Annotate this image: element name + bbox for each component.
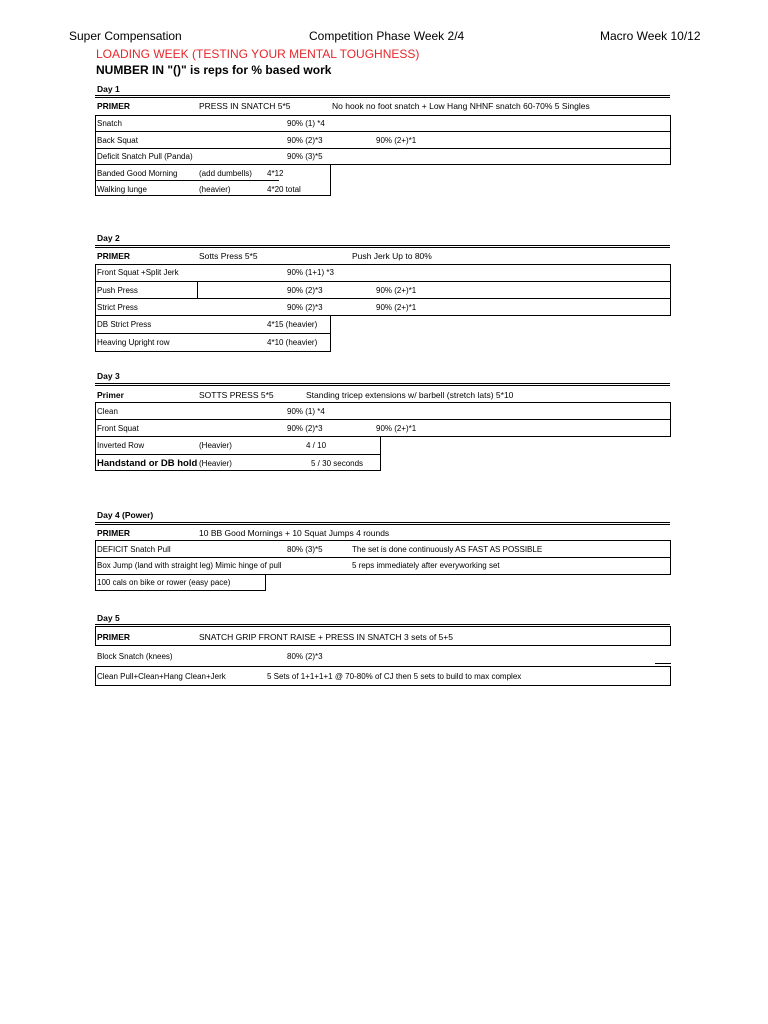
day4-row-b: 5 reps immediately after everyworking set <box>352 561 500 570</box>
day1-row-a: 90% (1) *4 <box>287 119 325 128</box>
day5-row-a: 80% (2)*3 <box>287 652 323 661</box>
day1-row-ex: Snatch <box>97 119 122 128</box>
day4-row-b: The set is done continuously AS FAST AS POSSIBLE <box>352 545 543 554</box>
day3-primer-label: Primer <box>97 390 124 400</box>
day1-row-a: 90% (2)*3 <box>287 136 323 145</box>
day2-row-a: 90% (2)*3 <box>287 303 323 312</box>
day5-title: Day 5 <box>97 613 120 623</box>
day1-acc-ex: Walking lunge <box>97 185 147 194</box>
day3-row-ex: Front Squat <box>97 424 139 433</box>
day4-row-ex: DEFICIT Snatch Pull <box>97 545 171 554</box>
day5-row-ex: Block Snatch (knees) <box>97 652 173 661</box>
day1-row-ex: Back Squat <box>97 136 138 145</box>
day4-row-ex: Box Jump (land with straight leg) Mimic hinge of pull <box>97 561 282 570</box>
day1-title: Day 1 <box>97 84 120 94</box>
day4-primer-label: PRIMER <box>97 528 131 538</box>
day1-row-b: 90% (2+)*1 <box>376 136 417 145</box>
day3-title: Day 3 <box>97 371 120 381</box>
day1-rule <box>95 95 670 98</box>
day4-title: Day 4 (Power) <box>97 510 154 520</box>
day2-row-b: 90% (2+)*1 <box>376 303 417 312</box>
day1-acc-val: 4*20 total <box>267 185 301 194</box>
day2-row-ex: Front Squat +Split Jerk <box>97 268 179 277</box>
day2-row-ex: Push Press <box>97 286 138 295</box>
day3-primer-a: SOTTS PRESS 5*5 <box>199 390 274 400</box>
day2-row-b: 90% (2+)*1 <box>376 286 417 295</box>
day2-acc-ex: Heaving Upright row <box>97 338 170 347</box>
day5-primer-label: PRIMER <box>97 632 131 642</box>
loading-week-title: LOADING WEEK (TESTING YOUR MENTAL TOUGHNESS) <box>96 47 420 61</box>
day3-acc-val: 5 / 30 seconds <box>311 459 364 468</box>
day2-primer-a: Sotts Press 5*5 <box>199 251 258 261</box>
day2-acc-val: 4*10 (heavier) <box>267 338 318 347</box>
day4-primer-a: 10 BB Good Mornings + 10 Squat Jumps 4 rounds <box>199 528 390 538</box>
reps-note: NUMBER IN "()" is reps for % based work <box>96 63 332 77</box>
day3-acc-val: 4 / 10 <box>306 441 327 450</box>
day2-row-a: 90% (2)*3 <box>287 286 323 295</box>
day1-primer-a: PRESS IN SNATCH 5*5 <box>199 101 291 111</box>
day2-acc-ex: DB Strict Press <box>97 320 152 329</box>
day2-row-ex: Strict Press <box>97 303 138 312</box>
day3-acc-note: (Heavier) <box>199 459 232 468</box>
day2-title: Day 2 <box>97 233 120 243</box>
day2-primer-label: PRIMER <box>97 251 131 261</box>
day3-row-b: 90% (2+)*1 <box>376 424 417 433</box>
day2-acc-val: 4*15 (heavier) <box>267 320 318 329</box>
day1-acc-note: (add dumbells) <box>199 169 252 178</box>
day3-row-a: 90% (1) *4 <box>287 407 325 416</box>
day3-acc-ex: Handstand or DB hold <box>97 458 198 469</box>
day4-row-a: 80% (3)*5 <box>287 545 323 554</box>
day4-extra: 100 cals on bike or rower (easy pace) <box>97 578 231 587</box>
day5-row-a: 5 Sets of 1+1+1+1 @ 70-80% of CJ then 5 sets to build to max complex <box>267 672 522 681</box>
header-left: Super Compensation <box>69 29 182 43</box>
day1-acc-val: 4*12 <box>267 169 284 178</box>
day2-rule <box>95 245 670 248</box>
day5-row-ex: Clean Pull+Clean+Hang Clean+Jerk <box>97 672 226 681</box>
day3-primer-b: Standing tricep extensions w/ barbell (stretch lats) 5*10 <box>306 390 514 400</box>
day1-primer-label: PRIMER <box>97 101 131 111</box>
day3-acc-ex: Inverted Row <box>97 441 145 450</box>
day5-primer-a: SNATCH GRIP FRONT RAISE + PRESS IN SNATCH 3 sets of 5+5 <box>199 632 453 642</box>
header-center: Competition Phase Week 2/4 <box>309 29 465 43</box>
day1-row-ex: Deficit Snatch Pull (Panda) <box>97 152 193 161</box>
day3-acc-note: (Heavier) <box>199 441 232 450</box>
day4-rule <box>95 522 670 525</box>
day1-primer-b: No hook no foot snatch + Low Hang NHNF snatch 60-70% 5 Singles <box>332 101 590 111</box>
day3-rule <box>95 383 670 386</box>
day3-row-ex: Clean <box>97 407 118 416</box>
header-right: Macro Week 10/12 <box>600 29 701 43</box>
day1-acc-ex: Banded Good Morning <box>97 169 178 178</box>
day1-acc-note: (heavier) <box>199 185 231 194</box>
day1-row-a: 90% (3)*5 <box>287 152 323 161</box>
day3-row-a: 90% (2)*3 <box>287 424 323 433</box>
day2-row-a: 90% (1+1) *3 <box>287 268 334 277</box>
day2-primer-b: Push Jerk Up to 80% <box>352 251 432 261</box>
